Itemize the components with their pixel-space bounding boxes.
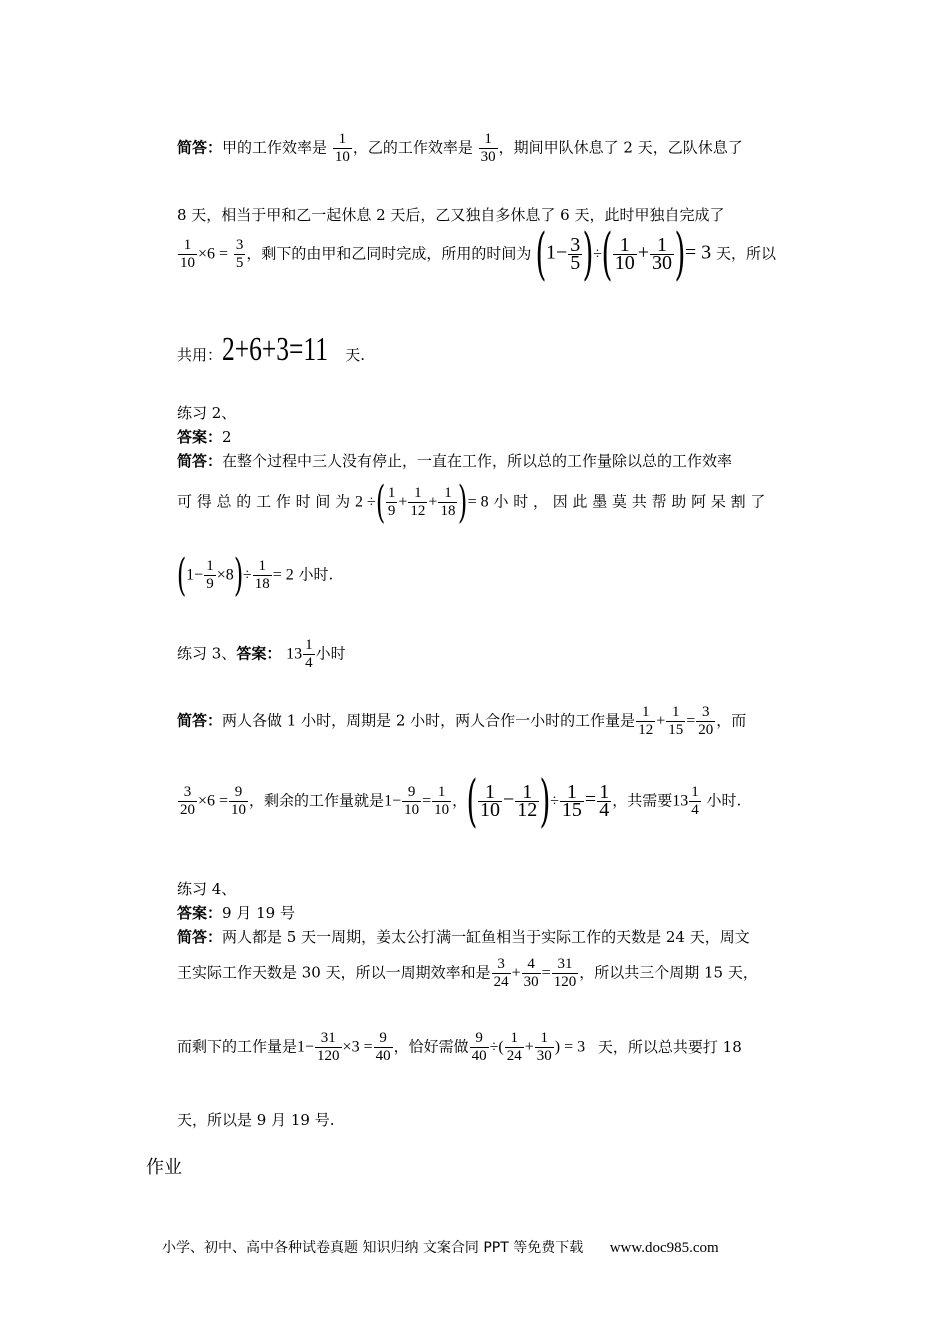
footer-text: 小学、初中、高中各种试卷真题 知识归纳 文案合同 PPT 等免费下载	[162, 1240, 584, 1256]
ex2-title: 练习 2、	[177, 404, 237, 422]
denominator: 24	[506, 1048, 522, 1064]
jianda-label: 简答：	[177, 452, 223, 470]
denominator: 10	[614, 252, 635, 274]
math-text: +	[637, 241, 650, 264]
fraction	[568, 234, 582, 274]
answer-value: 9 月 19 号	[222, 904, 295, 922]
answer-label: 答案：	[177, 904, 223, 922]
left-paren: (	[601, 221, 613, 287]
denominator: 5	[570, 252, 581, 274]
fraction	[374, 1030, 393, 1065]
numerator: 9	[229, 784, 248, 802]
denominator: 18	[440, 503, 456, 519]
fraction	[696, 704, 715, 739]
ex4-line2: 王实际工作天数是 30 天，所以一周期效率和是 $\frac{3}{24}$ + $\frac{4}{30}$ = $\frac{31}{120}$ ，所以共三个周期 15 天，	[177, 956, 758, 990]
math-text: = 8	[467, 493, 489, 511]
denominator: 12	[410, 503, 426, 519]
ex3-line2: $\frac{3}{20}$ ×6 = $\frac{9}{10}$ ，剩余的工作量就是1− $\frac{9}{10}$ = $\frac{1}{10}$ ，( $\frac{1}{10}$ − $\frac{1}{12}$ )÷ $\frac{1}{15}$ = $\frac{1}{4}$ ，共需要13 $\frac{1}{4}$ 小时.	[180, 768, 742, 834]
numerator: 1	[253, 558, 272, 576]
text: 小时.	[706, 791, 742, 810]
total-whole: 13	[672, 792, 689, 810]
fraction	[303, 637, 315, 672]
fraction	[402, 784, 421, 819]
text: ，	[452, 791, 468, 810]
fraction	[253, 558, 272, 593]
fraction	[204, 558, 216, 593]
fraction	[478, 781, 502, 821]
denominator: 10	[404, 802, 420, 818]
numerator: 1	[515, 784, 539, 802]
fraction	[229, 784, 248, 819]
denominator: 20	[698, 722, 714, 738]
numerator: 1	[333, 131, 352, 149]
numerator: 1	[305, 637, 313, 653]
left-paren: (	[535, 221, 547, 287]
denominator: 10	[231, 802, 247, 818]
text: 天，所以	[715, 244, 776, 263]
text: 小时.	[298, 565, 334, 584]
text: 可 得 总 的 工 作 时 间 为	[177, 492, 351, 511]
numerator: 1	[636, 704, 655, 722]
jianda-label: 简答：	[177, 138, 223, 157]
ex3-line1: 简答：两人各做 1 小时，周期是 2 小时，两人合作一小时的工作量是 $\frac{1}{12}$ + $\frac{1}{15}$ = $\frac{3}{20}$ ，而	[177, 704, 747, 738]
math-text: ×6 =	[198, 792, 229, 810]
denominator: 120	[317, 1048, 340, 1064]
numerator: 1	[535, 1030, 554, 1048]
numerator: 1	[613, 237, 637, 255]
text: ，剩下的由甲和乙同时完成，所用的时间为	[246, 244, 532, 263]
numerator: 1	[650, 237, 674, 255]
numerator: 1	[691, 784, 699, 800]
right-paren: )	[582, 221, 594, 287]
numerator: 1	[479, 131, 498, 149]
denominator: 30	[523, 974, 539, 990]
ex4-line4: 天，所以是 9 月 19 号.	[177, 1111, 335, 1129]
ex2-line1	[177, 451, 732, 471]
text: ，恰好需做	[393, 1037, 469, 1056]
numerator: 9	[402, 784, 421, 802]
fraction	[470, 1030, 489, 1065]
numerator: 3	[235, 237, 244, 253]
ex1-line2: 8 天，相当于甲和乙一起休息 2 天后，乙又独自多休息了 6 天，此时甲独自完成了	[177, 206, 725, 224]
numerator: 1	[666, 704, 685, 722]
denominator: 9	[387, 503, 396, 519]
text: ，所以共三个周期 15 天，	[579, 963, 758, 982]
answer-value: 2	[222, 428, 232, 446]
fraction	[333, 131, 352, 166]
fraction	[234, 237, 246, 272]
numerator: 3	[696, 704, 715, 722]
denominator: 5	[235, 255, 244, 271]
text: 天.	[345, 346, 366, 364]
fraction	[408, 485, 427, 520]
fraction	[560, 781, 584, 821]
denominator: 9	[206, 576, 214, 592]
numerator: 1	[505, 1030, 524, 1048]
text: 天，所以总共要打 18	[597, 1037, 742, 1056]
denominator: 4	[599, 799, 610, 821]
footer-url[interactable]: www.doc985.com	[609, 1240, 719, 1256]
math-text: ÷	[593, 245, 602, 263]
answer-label: 答案：	[236, 644, 282, 663]
numerator: 1	[408, 485, 427, 503]
ex2-line3	[176, 549, 334, 601]
fraction	[386, 485, 398, 520]
fraction	[505, 1030, 524, 1065]
denominator: 15	[561, 799, 582, 821]
denominator: 30	[536, 1048, 552, 1064]
right-paren: )	[233, 549, 244, 601]
math-text: ) = 3	[554, 1038, 586, 1056]
ex4-line1	[177, 927, 750, 947]
math-text: = 2	[272, 566, 294, 584]
math-text: ÷	[242, 566, 252, 584]
math-text: −	[503, 788, 515, 811]
jianda-label: 简答：	[177, 711, 223, 730]
math-text: 1−	[186, 566, 204, 584]
fraction	[535, 1030, 554, 1065]
left-paren: (	[466, 768, 478, 834]
numerator: 1	[438, 485, 457, 503]
fraction	[636, 704, 655, 739]
text: 在整个过程中三人没有停止，一直在工作，所以总的工作量除以总的工作效率	[222, 452, 733, 470]
numerator: 1	[387, 485, 396, 501]
fraction	[613, 234, 637, 274]
fraction	[689, 784, 701, 819]
math-text: ×6 =	[198, 245, 229, 263]
fraction	[315, 1030, 342, 1065]
ex4-answer	[177, 903, 295, 923]
right-paren: )	[458, 476, 468, 528]
numerator: 3	[178, 784, 197, 802]
text: 王实际工作天数是 30 天，所以一周期效率和是	[177, 963, 491, 982]
numerator: 31	[552, 956, 579, 974]
math-text: 1−	[297, 1038, 315, 1056]
right-paren: )	[539, 768, 551, 834]
denominator: 18	[254, 576, 270, 592]
denominator: 12	[517, 799, 538, 821]
numerator: 9	[470, 1030, 489, 1048]
math-text: = 3	[684, 241, 712, 264]
ex2-answer	[177, 427, 232, 447]
denominator: 10	[480, 799, 500, 821]
fraction	[479, 131, 498, 166]
text: 而剩下的工作量是	[177, 1037, 298, 1056]
fraction	[650, 234, 674, 274]
numerator: 31	[315, 1030, 342, 1048]
numerator: 3	[492, 956, 511, 974]
text: 共用：	[177, 346, 223, 364]
text: ，乙的工作效率是	[352, 138, 473, 157]
denominator: 40	[471, 1048, 487, 1064]
denominator: 10	[334, 149, 350, 165]
denominator: 20	[180, 802, 195, 818]
numerator: 1	[560, 784, 584, 802]
math-text: ÷	[550, 792, 559, 810]
numerator: 1	[206, 558, 214, 574]
ex1-line4	[177, 331, 366, 376]
fraction	[492, 956, 511, 991]
right-paren: )	[674, 221, 686, 287]
left-paren: (	[375, 476, 386, 528]
numerator: 1	[178, 237, 197, 255]
fraction	[552, 956, 579, 991]
numerator: 4	[522, 956, 541, 974]
denominator: 15	[668, 722, 684, 738]
denominator: 30	[480, 149, 496, 165]
ex1-line3	[177, 221, 776, 287]
total-expression: 2+6+3=11	[222, 331, 328, 368]
math-text: ×3 =	[342, 1038, 373, 1056]
text: 小时	[315, 644, 346, 663]
denominator: 12	[638, 722, 654, 738]
answer-label: 答案：	[177, 428, 223, 446]
fraction	[522, 956, 541, 991]
ex4-title: 练习 4、	[177, 880, 237, 898]
footer	[162, 1237, 719, 1257]
math-text: 1−	[384, 792, 402, 810]
jianda-label: 简答：	[177, 928, 223, 946]
text: 两人都是 5 天一周期，姜太公打满一缸鱼相当于实际工作的天数是 24 天，周文	[222, 928, 750, 946]
text: 练习 3、	[177, 644, 237, 663]
fraction	[178, 237, 197, 272]
text: ，剩余的工作量就是	[249, 791, 385, 810]
numerator: 9	[374, 1030, 393, 1048]
text: ，期间甲队休息了 2 天，乙队休息了	[498, 138, 743, 157]
answer-whole: 13	[286, 645, 303, 663]
homework-heading: 作业	[146, 1157, 182, 1178]
denominator: 30	[652, 252, 673, 274]
denominator: 40	[375, 1048, 391, 1064]
denominator: 4	[691, 802, 699, 818]
text: 小 时 ， 因 此 墨 莫 共 帮 助 阿 呆 割 了	[493, 492, 766, 511]
text: 甲的工作效率是	[222, 138, 328, 157]
numerator: 1	[478, 784, 502, 802]
math-text: 1−	[545, 241, 568, 264]
denominator: 10	[180, 255, 195, 271]
fraction	[597, 781, 611, 821]
denominator: 24	[493, 974, 509, 990]
fraction	[432, 784, 451, 819]
text: ，共需要	[612, 791, 673, 810]
denominator: 120	[553, 974, 577, 990]
fraction	[438, 485, 457, 520]
numerator: 3	[570, 234, 581, 256]
fraction	[666, 704, 685, 739]
denominator: 4	[305, 655, 313, 671]
text: ，而	[716, 711, 747, 730]
numerator: 1	[432, 784, 451, 802]
math-text: ×8	[216, 566, 234, 584]
ex3-title	[177, 637, 346, 672]
fraction	[178, 784, 197, 819]
text: 两人各做 1 小时，周期是 2 小时，两人合作一小时的工作量是	[222, 711, 636, 730]
numerator: 1	[599, 781, 610, 803]
fraction	[515, 781, 539, 821]
math-text: ÷(	[489, 1038, 504, 1056]
denominator: 10	[434, 802, 450, 818]
left-paren: (	[176, 549, 187, 601]
ex2-line2: 可 得 总 的 工 作 时 间 为 2 ÷( $\frac{1}{9}$ + $\frac{1}{12}$ + $\frac{1}{18}$ )= 8 小 时 ， 因 此 墨 莫 共 帮 助 阿 呆 割 了	[177, 476, 766, 528]
ex4-line3: 而剩下的工作量是1− $\frac{31}{120}$ ×3 = $\frac{9}{40}$ ，恰好需做 $\frac{9}{40}$ ÷( $\frac{1}{24}$ + $\frac{1}{30}$ ) = 3 天，所以总共要打 18	[177, 1030, 742, 1064]
math-text: 2 ÷	[354, 493, 376, 511]
ex1-line1	[177, 131, 743, 166]
